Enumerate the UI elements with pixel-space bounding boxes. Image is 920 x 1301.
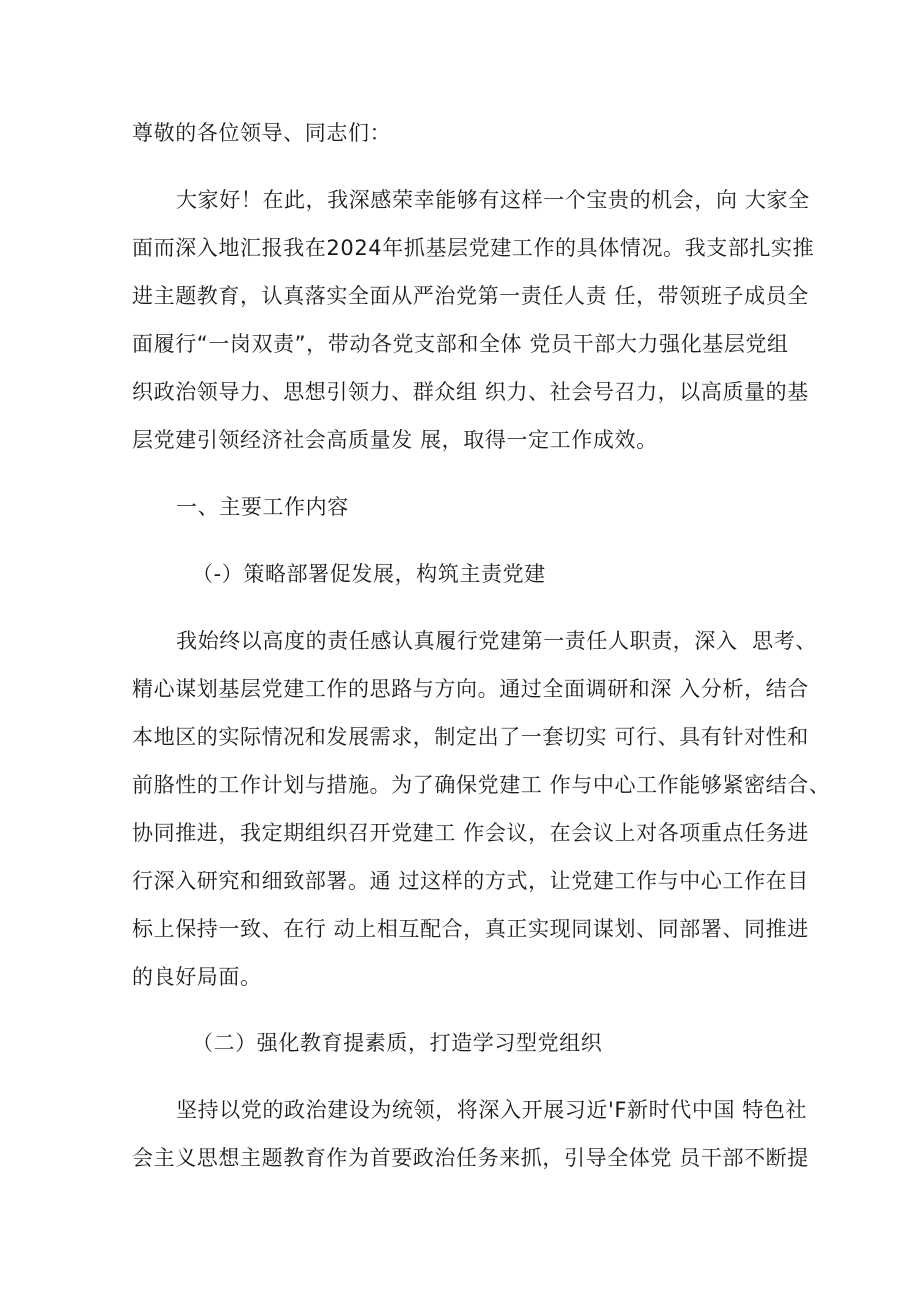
body-line: 协同推进，我定期组织召开党建工 作会议，在会议上对各项重点任务进 bbox=[132, 821, 809, 845]
intro-line: 面而深入地汇报我在2024年抓基层党建工作的具体情况。我支部扎实推 bbox=[132, 236, 815, 260]
body-line: 我始终以高度的责任感认真履行党建第一责任人职责，深入 思考、 bbox=[176, 629, 817, 653]
subsection-heading: （二）强化教育提素质，打造学习型党组织 bbox=[192, 1031, 603, 1055]
intro-line: 面履行“一岗双责”，带动各党支部和全体 党员干部大力强化基层党组 bbox=[132, 332, 789, 356]
body-line: 标上保持一致、在行 动上相互配合，真正实现同谋划、同部署、同推进 bbox=[132, 917, 809, 941]
body-line: 行深入研究和细致部署。通 过这样的方式，让党建工作与中心工作在目 bbox=[132, 869, 809, 893]
intro-line: 大家好！在此，我深感荣幸能够有这样一个宝贵的机会，向 大家全 bbox=[176, 188, 810, 212]
body-line: 的良好局面。 bbox=[132, 965, 262, 989]
body-line: 精心谋划基层党建工作的思路与方向。通过全面调研和深 入分析，结合 bbox=[132, 677, 809, 701]
salutation: 尊敬的各位领导、同志们： bbox=[132, 121, 392, 145]
intro-line: 层党建引领经济社会高质量发 展，取得一定工作成效。 bbox=[132, 428, 658, 452]
intro-line: 进主题教育，认真落实全面从严治党第一责任人责 任，带领班子成员全 bbox=[132, 284, 809, 308]
body-line: 坚持以党的政治建设为统领，将深入开展习近'F新时代中国 特色社 bbox=[176, 1098, 808, 1122]
intro-line: 织政治领导力、思想引领力、群众组 织力、社会号召力，以高质量的基 bbox=[132, 380, 809, 404]
body-line: 会主义思想主题教育作为首要政治任务来抓，引导全体党 员干部不断提 bbox=[132, 1146, 809, 1170]
body-line: 前胳性的工作计划与措施。为了确保党建工 作与中心工作能够紧密结合、 bbox=[132, 773, 831, 797]
section-heading: 一、主要工作内容 bbox=[176, 495, 349, 519]
body-line: 本地区的实际情况和发展需求，制定出了一套切实 可行、具有针对性和 bbox=[132, 725, 809, 749]
subsection-heading: （-）策略部署促发展，构筑主责党建 bbox=[192, 562, 546, 586]
